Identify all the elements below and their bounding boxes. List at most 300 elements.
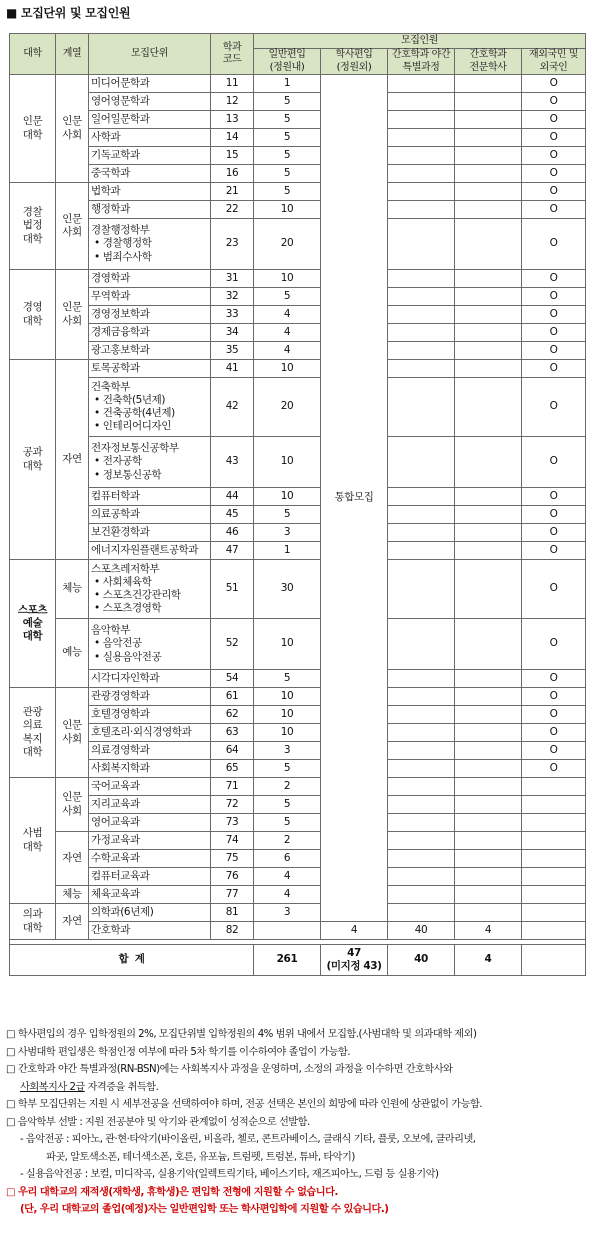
nursing-bachelor-cell (455, 488, 522, 506)
recruitment-table (9, 33, 586, 976)
table-row (10, 814, 586, 832)
table-row (10, 706, 586, 724)
general-quota-cell: 5 (254, 165, 321, 183)
code-cell: 52 (211, 619, 254, 670)
table-row (10, 219, 586, 270)
college-cell: 인문 대학 (10, 75, 56, 183)
unit-name: 수학교육과 (91, 851, 140, 864)
general-quota-cell: 6 (254, 850, 321, 868)
header-college: 대학 (10, 34, 56, 75)
table-row (10, 165, 586, 183)
table-row (10, 270, 586, 288)
table-row (10, 868, 586, 886)
note-subitem: - 음악전공 : 피아노, 관·현·타악기(바이올린, 비올라, 첼로, 콘트라베이스, 클래식 기타, 플룻, 오보에, 클라리넷, (20, 1134, 476, 1145)
overseas-cell: O (522, 619, 586, 670)
overseas-cell: O (522, 360, 586, 378)
unit-name: 경제금융학과 (91, 325, 150, 338)
general-quota-cell: 10 (254, 706, 321, 724)
unit-name: 의료공학과 (91, 507, 140, 520)
total-row (10, 945, 586, 976)
sub-major: • 음악전공 (94, 637, 142, 650)
overseas-cell: O (522, 75, 586, 93)
sub-major: • 건축공학(4년제) (94, 407, 175, 419)
nursing-night-cell (388, 129, 455, 147)
college-cell: 관광 의료 복지 대학 (10, 688, 56, 778)
overseas-cell: O (522, 147, 586, 165)
general-quota-cell: 3 (254, 742, 321, 760)
unit-name: 에너지자원플랜트공학과 (91, 543, 199, 556)
overseas-cell (522, 796, 586, 814)
table-row (10, 437, 586, 488)
unit-cell (89, 796, 211, 814)
general-quota-cell: 20 (254, 219, 321, 270)
unit-cell (89, 688, 211, 706)
overseas-cell: O (522, 111, 586, 129)
general-quota-cell: 4 (254, 342, 321, 360)
nursing-bachelor-cell (455, 619, 522, 670)
nursing-bachelor-cell (455, 886, 522, 904)
total-bachelor (321, 945, 388, 976)
unit-name: 기독교학과 (91, 148, 140, 161)
code-cell: 74 (211, 832, 254, 850)
overseas-cell: O (522, 688, 586, 706)
nursing-bachelor-cell (455, 288, 522, 306)
code-cell: 14 (211, 129, 254, 147)
overseas-cell: O (522, 524, 586, 542)
nursing-bachelor-cell (455, 360, 522, 378)
table-row (10, 324, 586, 342)
table-body (10, 75, 586, 976)
table-row (10, 201, 586, 219)
overseas-cell (522, 778, 586, 796)
unit-cell (89, 306, 211, 324)
sub-major: • 정보통신공학 (94, 468, 162, 481)
unit-cell (89, 814, 211, 832)
note-item: □ 간호학과 야간 특별과정(RN-BSN)에는 사회복지사 과정을 운영하며, 소정의 과정을 이수하면 간호학사와 (6, 1064, 453, 1075)
code-cell: 64 (211, 742, 254, 760)
nursing-bachelor-cell (455, 706, 522, 724)
nursing-bachelor-cell (455, 778, 522, 796)
nursing-bachelor-cell (455, 850, 522, 868)
nursing-night-cell (388, 560, 455, 619)
nursing-bachelor-cell (455, 506, 522, 524)
overseas-cell (522, 922, 586, 940)
general-quota-cell: 20 (254, 378, 321, 437)
field-cell: 자연 (56, 904, 89, 940)
field-cell: 자연 (56, 360, 89, 560)
nursing-bachelor-cell (455, 93, 522, 111)
nursing-bachelor-cell (455, 75, 522, 93)
code-cell: 73 (211, 814, 254, 832)
nursing-bachelor-cell (455, 742, 522, 760)
unit-cell (89, 850, 211, 868)
unit-cell (89, 378, 211, 437)
unit-cell (89, 437, 211, 488)
overseas-cell: O (522, 724, 586, 742)
nursing-night-cell (388, 904, 455, 922)
unit-cell (89, 760, 211, 778)
unit-cell (89, 868, 211, 886)
general-quota-cell: 10 (254, 724, 321, 742)
header-unit: 모집단위 (89, 34, 211, 75)
table-row (10, 760, 586, 778)
code-cell: 33 (211, 306, 254, 324)
overseas-cell: O (522, 706, 586, 724)
code-cell: 35 (211, 342, 254, 360)
unit-cell (89, 324, 211, 342)
unit-cell (89, 886, 211, 904)
nursing-night-cell (388, 111, 455, 129)
table-row (10, 342, 586, 360)
section-title: ■ 모집단위 및 모집인원 (6, 6, 131, 20)
unit-cell (89, 778, 211, 796)
unit-name: 토목공학과 (91, 361, 140, 374)
nursing-night-cell (388, 542, 455, 560)
table-row (10, 506, 586, 524)
unit-cell (89, 560, 211, 619)
unit-name: 행정학과 (91, 202, 130, 215)
general-quota-cell: 10 (254, 360, 321, 378)
overseas-cell: O (522, 542, 586, 560)
general-quota-cell: 5 (254, 796, 321, 814)
unit-name: 간호학과 (91, 923, 130, 936)
unit-name: 미디어문학과 (91, 76, 150, 89)
general-quota-cell: 4 (254, 868, 321, 886)
overseas-cell: O (522, 742, 586, 760)
note-tail: 자격증을 취득함. (84, 1081, 159, 1093)
code-cell: 32 (211, 288, 254, 306)
table-row (10, 183, 586, 201)
nursing-night-cell (388, 183, 455, 201)
code-cell: 15 (211, 147, 254, 165)
nursing-bachelor-cell (455, 201, 522, 219)
nursing-bachelor-cell (455, 904, 522, 922)
unit-cell (89, 742, 211, 760)
unit-cell (89, 904, 211, 922)
college-cell: 공과 대학 (10, 360, 56, 560)
note-item-continued (6, 1079, 590, 1097)
code-cell: 13 (211, 111, 254, 129)
table-row (10, 75, 586, 93)
nursing-bachelor-cell (455, 542, 522, 560)
general-quota-cell: 3 (254, 524, 321, 542)
table-row (10, 111, 586, 129)
unit-cell (89, 724, 211, 742)
nursing-bachelor-cell (455, 868, 522, 886)
nursing-night-cell (388, 832, 455, 850)
table-row (10, 778, 586, 796)
sub-major: • 사회체육학 (94, 575, 152, 588)
table-row (10, 488, 586, 506)
total-nursing-bachelor: 4 (455, 945, 522, 976)
general-quota-cell: 4 (254, 886, 321, 904)
nursing-bachelor-cell (455, 129, 522, 147)
general-quota-cell: 5 (254, 183, 321, 201)
code-cell: 61 (211, 688, 254, 706)
nursing-night-cell (388, 506, 455, 524)
table-row (10, 93, 586, 111)
overseas-cell: O (522, 506, 586, 524)
nursing-bachelor-cell (455, 111, 522, 129)
nursing-bachelor-cell (455, 688, 522, 706)
unit-name: 컴퓨터교육과 (91, 869, 150, 882)
nursing-bachelor-cell (455, 306, 522, 324)
table-row (10, 724, 586, 742)
unit-name: 음악학부 (91, 624, 130, 637)
unit-name: 경영정보학과 (91, 307, 150, 320)
field-cell: 체능 (56, 560, 89, 619)
nursing-night-cell (388, 324, 455, 342)
nursing-bachelor-cell: 4 (455, 922, 522, 940)
overseas-cell: O (522, 488, 586, 506)
note-item: □ 학부 모집단위는 지원 시 세부전공을 선택하여야 하며, 전공 선택은 본인의 희망에 따라 인원에 상관없이 가능함. (6, 1099, 483, 1110)
nursing-bachelor-cell (455, 165, 522, 183)
code-cell: 46 (211, 524, 254, 542)
unit-name: 국어교육과 (91, 779, 140, 792)
warning-note-exception: (단, 우리 대학교의 졸업(예정)자는 일반편입학 또는 학사편입학에 지원할 수 있습니다.) (20, 1204, 389, 1215)
note-underlined: 사회복지사 2급 (20, 1081, 85, 1093)
overseas-cell (522, 850, 586, 868)
nursing-bachelor-cell (455, 760, 522, 778)
unit-name: 컴퓨터학과 (91, 489, 140, 502)
sub-major: • 건축학(5년제) (94, 393, 166, 406)
table-row (10, 850, 586, 868)
code-cell: 34 (211, 324, 254, 342)
general-quota-cell: 4 (254, 324, 321, 342)
sub-major: • 전자공학 (94, 455, 142, 468)
general-quota-cell: 2 (254, 778, 321, 796)
nursing-night-cell (388, 868, 455, 886)
note-subitem: - 실용음악전공 : 보컬, 미디작곡, 실용기악(일렉트릭기타, 베이스기타, 재즈피아노, 드럼 등 실용기악) (20, 1169, 439, 1180)
unit-name: 시각디자인학과 (91, 671, 160, 684)
unit-cell (89, 201, 211, 219)
code-cell: 11 (211, 75, 254, 93)
unit-cell (89, 360, 211, 378)
nursing-bachelor-cell (455, 814, 522, 832)
general-quota-cell: 10 (254, 201, 321, 219)
overseas-cell: O (522, 129, 586, 147)
warning-note: □ 우리 대학교의 재적생(재학생, 휴학생)은 편입학 전형에 지원할 수 없습니다. (6, 1186, 338, 1198)
unit-cell (89, 111, 211, 129)
general-quota-cell: 4 (254, 306, 321, 324)
unit-cell (89, 165, 211, 183)
general-quota-cell: 10 (254, 270, 321, 288)
college-cell: 경영 대학 (10, 270, 56, 360)
nursing-night-cell (388, 93, 455, 111)
unit-name: 보건환경학과 (91, 525, 150, 538)
code-cell: 23 (211, 219, 254, 270)
unit-name: 경영학과 (91, 271, 130, 284)
nursing-bachelor-cell (455, 724, 522, 742)
table-row (10, 688, 586, 706)
nursing-night-cell (388, 219, 455, 270)
nursing-night-cell (388, 488, 455, 506)
unit-name: 일어일문학과 (91, 112, 150, 125)
college-cell: 경찰 법정 대학 (10, 183, 56, 270)
general-quota-cell: 5 (254, 760, 321, 778)
overseas-cell: O (522, 437, 586, 488)
nursing-night-cell: 40 (388, 922, 455, 940)
code-cell: 77 (211, 886, 254, 904)
unit-name: 지리교육과 (91, 797, 140, 810)
overseas-cell: O (522, 288, 586, 306)
field-cell: 인문 사회 (56, 183, 89, 270)
unit-cell (89, 342, 211, 360)
nursing-night-cell (388, 796, 455, 814)
unit-name: 영어교육과 (91, 815, 140, 828)
sub-major: • 스포츠경영학 (94, 602, 162, 615)
table-row (10, 922, 586, 940)
general-quota-cell: 1 (254, 75, 321, 93)
nursing-night-cell (388, 360, 455, 378)
field-cell: 인문 사회 (56, 778, 89, 832)
table-row (10, 542, 586, 560)
overseas-cell (522, 814, 586, 832)
total-overseas (522, 945, 586, 976)
overseas-cell (522, 886, 586, 904)
code-cell: 43 (211, 437, 254, 488)
nursing-night-cell (388, 437, 455, 488)
unit-cell (89, 147, 211, 165)
code-cell: 42 (211, 378, 254, 437)
bachelor-quota-cell: 4 (321, 922, 388, 940)
nursing-bachelor-cell (455, 147, 522, 165)
general-quota-cell: 5 (254, 129, 321, 147)
sub-major: • 경찰행정학 (94, 237, 152, 250)
nursing-night-cell (388, 342, 455, 360)
unit-name: 가정교육과 (91, 833, 140, 846)
code-cell: 12 (211, 93, 254, 111)
nursing-bachelor-cell (455, 378, 522, 437)
header-row-top (10, 34, 586, 49)
general-quota-cell: 10 (254, 619, 321, 670)
field-cell: 자연 (56, 832, 89, 886)
total-bachelor-value: 47 (347, 946, 361, 959)
unit-cell (89, 183, 211, 201)
unit-name: 광고홍보학과 (91, 343, 150, 356)
note-subitem-continued: 파곳, 알토색소폰, 테너색소폰, 호른, 유포늄, 트럼펫, 트럼본, 튜바, 타악기) (46, 1151, 355, 1163)
code-cell: 65 (211, 760, 254, 778)
general-quota-cell: 2 (254, 832, 321, 850)
nursing-night-cell (388, 706, 455, 724)
nursing-night-cell (388, 378, 455, 437)
unit-cell (89, 832, 211, 850)
nursing-bachelor-cell (455, 324, 522, 342)
unit-name: 체육교육과 (91, 887, 140, 900)
field-cell: 예능 (56, 619, 89, 688)
nursing-night-cell (388, 147, 455, 165)
general-quota-cell: 5 (254, 288, 321, 306)
field-cell: 인문 사회 (56, 75, 89, 183)
general-quota-cell: 5 (254, 111, 321, 129)
unit-cell (89, 270, 211, 288)
code-cell: 41 (211, 360, 254, 378)
header-general: 일반편입 (정원내) (254, 49, 321, 75)
nursing-bachelor-cell (455, 832, 522, 850)
table-row (10, 306, 586, 324)
table-row (10, 560, 586, 619)
unit-name: 스포츠레저학부 (91, 562, 160, 575)
general-quota-cell: 5 (254, 506, 321, 524)
overseas-cell: O (522, 270, 586, 288)
code-cell: 47 (211, 542, 254, 560)
code-cell: 31 (211, 270, 254, 288)
general-quota-cell: 5 (254, 147, 321, 165)
table-row (10, 378, 586, 437)
overseas-cell: O (522, 378, 586, 437)
general-quota-cell: 10 (254, 437, 321, 488)
unit-name: 건축학부 (91, 380, 130, 393)
college-cell: 사범 대학 (10, 778, 56, 904)
total-nursing-night: 40 (388, 945, 455, 976)
unit-cell (89, 619, 211, 670)
table-row (10, 524, 586, 542)
table-row (10, 360, 586, 378)
general-quota-cell: 1 (254, 542, 321, 560)
nursing-night-cell (388, 850, 455, 868)
unit-cell (89, 488, 211, 506)
total-bachelor-note: (미지정 43) (326, 960, 382, 972)
field-cell: 인문 사회 (56, 688, 89, 778)
total-label: 합 계 (10, 945, 254, 976)
unit-cell (89, 670, 211, 688)
note-item: □ 음악학부 선발 : 지원 전공분야 및 악기와 관계없이 성적순으로 선발함. (6, 1116, 310, 1128)
table-row (10, 832, 586, 850)
unit-cell (89, 288, 211, 306)
unit-cell (89, 75, 211, 93)
note-item: □ 학사편입의 경우 입학정원의 2%, 모집단위별 입학정원의 4% 범위 내에서 모집함.(사범대학 및 의과대학 제외) (6, 1029, 477, 1040)
table-row (10, 129, 586, 147)
code-cell: 62 (211, 706, 254, 724)
overseas-cell: O (522, 201, 586, 219)
table-row (10, 742, 586, 760)
table-row (10, 288, 586, 306)
code-cell: 16 (211, 165, 254, 183)
table-row (10, 886, 586, 904)
nursing-night-cell (388, 742, 455, 760)
nursing-night-cell (388, 688, 455, 706)
nursing-night-cell (388, 778, 455, 796)
code-cell: 72 (211, 796, 254, 814)
nursing-night-cell (388, 270, 455, 288)
code-cell: 54 (211, 670, 254, 688)
general-quota-cell: 5 (254, 93, 321, 111)
overseas-cell: O (522, 93, 586, 111)
general-quota-cell: 10 (254, 688, 321, 706)
nursing-night-cell (388, 288, 455, 306)
unit-name: 의료경영학과 (91, 743, 150, 756)
sub-major: • 실용음악전공 (94, 650, 162, 663)
notes (6, 1026, 590, 1219)
general-quota-cell: 10 (254, 488, 321, 506)
nursing-night-cell (388, 306, 455, 324)
field-cell: 체능 (56, 886, 89, 904)
unit-name: 사회복지학과 (91, 761, 150, 774)
overseas-cell: O (522, 165, 586, 183)
table-row (10, 670, 586, 688)
sub-major: • 스포츠건강관리학 (94, 589, 181, 601)
header-bachelor: 학사편입 (정원외) (321, 49, 388, 75)
unit-name: 무역학과 (91, 289, 130, 302)
unit-name: 사학과 (91, 130, 121, 143)
unit-cell (89, 219, 211, 270)
header-overseas: 재외국민 및 외국인 (522, 49, 586, 75)
overseas-cell: O (522, 760, 586, 778)
overseas-cell: O (522, 306, 586, 324)
nursing-night-cell (388, 619, 455, 670)
nursing-night-cell (388, 165, 455, 183)
code-cell: 75 (211, 850, 254, 868)
